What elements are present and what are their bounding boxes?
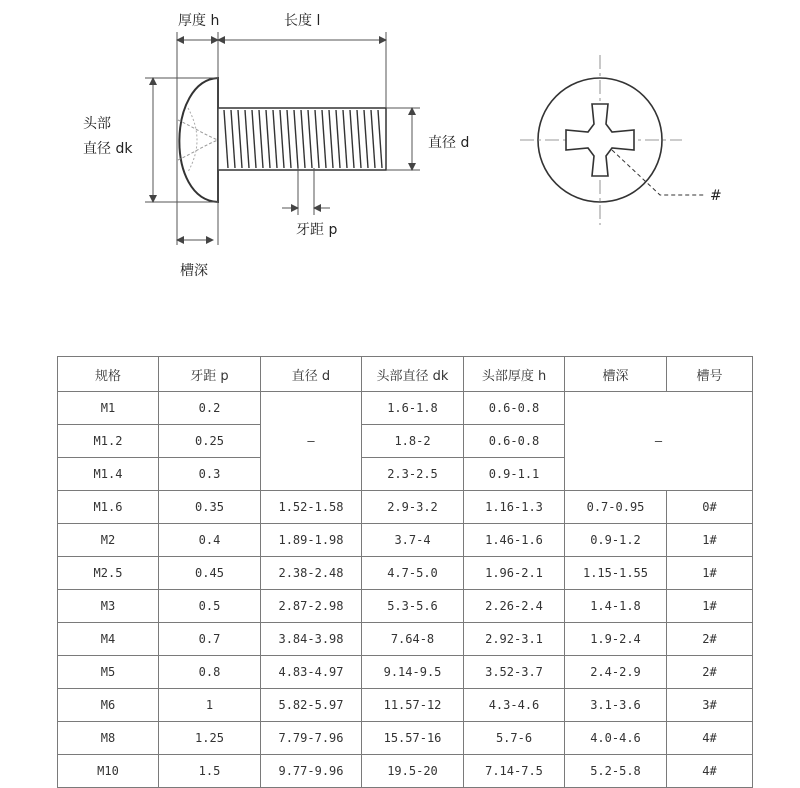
screw-head [179, 78, 218, 202]
cell-pitch: 0.35 [159, 491, 261, 524]
cell-head-thickness: 4.3-4.6 [464, 689, 565, 722]
cell-slot-number: 2# [667, 623, 753, 656]
cell-spec: M8 [58, 722, 159, 755]
cell-slot-depth: 1.15-1.55 [565, 557, 667, 590]
cell-slot-number: 2# [667, 656, 753, 689]
spec-table [57, 356, 753, 788]
cell-head-thickness: 2.92-3.1 [464, 623, 565, 656]
cell-head-diameter: 15.57-16 [362, 722, 464, 755]
cell-spec: M3 [58, 590, 159, 623]
table-row [58, 524, 753, 557]
cell-pitch: 0.3 [159, 458, 261, 491]
cell-head-thickness: 5.7-6 [464, 722, 565, 755]
cell-diameter-dash: – [261, 392, 362, 491]
screw-side-view [178, 78, 386, 202]
label-thickness-h: 厚度 h [178, 13, 220, 29]
header-spec: 规格 [58, 357, 159, 392]
table-row [58, 722, 753, 755]
label-slot-depth: 槽深 [180, 263, 208, 279]
cell-head-diameter: 19.5-20 [362, 755, 464, 788]
table-row [58, 557, 753, 590]
cell-spec: M4 [58, 623, 159, 656]
screw-head-top-view [520, 55, 705, 225]
cell-head-diameter: 11.57-12 [362, 689, 464, 722]
cell-spec: M1 [58, 392, 159, 425]
cell-slot-number: 1# [667, 524, 753, 557]
cell-spec: M2.5 [58, 557, 159, 590]
cell-spec: M6 [58, 689, 159, 722]
cell-head-thickness: 0.6-0.8 [464, 392, 565, 425]
cell-diameter: 7.79-7.96 [261, 722, 362, 755]
cell-head-thickness: 3.52-3.7 [464, 656, 565, 689]
cell-head-thickness: 1.16-1.3 [464, 491, 565, 524]
table-header-row [58, 357, 753, 392]
cell-head-thickness: 0.9-1.1 [464, 458, 565, 491]
cell-diameter: 1.89-1.98 [261, 524, 362, 557]
cell-slot-depth: 2.4-2.9 [565, 656, 667, 689]
screw-diagram [0, 0, 800, 340]
cell-diameter: 3.84-3.98 [261, 623, 362, 656]
label-slot-number: # [710, 188, 722, 204]
label-length-l: 长度 l [284, 13, 321, 29]
cell-pitch: 1.5 [159, 755, 261, 788]
cell-pitch: 0.7 [159, 623, 261, 656]
cell-pitch: 0.2 [159, 392, 261, 425]
cell-slot-number: 4# [667, 722, 753, 755]
cell-slot-depth: 1.4-1.8 [565, 590, 667, 623]
cell-head-diameter: 1.6-1.8 [362, 392, 464, 425]
cell-slot-dash: – [565, 392, 753, 491]
header-slot-number: 槽号 [667, 357, 753, 392]
table-row [58, 623, 753, 656]
cell-slot-depth: 3.1-3.6 [565, 689, 667, 722]
cell-slot-number: 4# [667, 755, 753, 788]
cell-slot-number: 1# [667, 590, 753, 623]
cell-slot-depth: 0.9-1.2 [565, 524, 667, 557]
table-row [58, 755, 753, 788]
cell-slot-number: 1# [667, 557, 753, 590]
cell-diameter: 2.87-2.98 [261, 590, 362, 623]
cell-head-thickness: 1.96-2.1 [464, 557, 565, 590]
table-row [58, 491, 753, 524]
table-row [58, 590, 753, 623]
label-pitch-p: 牙距 p [296, 222, 338, 238]
cell-slot-number: 3# [667, 689, 753, 722]
header-pitch: 牙距 p [159, 357, 261, 392]
label-head-diameter-line2: 直径 dk [83, 141, 133, 157]
cell-head-thickness: 0.6-0.8 [464, 425, 565, 458]
label-head-diameter-line1: 头部 [83, 116, 111, 132]
cell-head-diameter: 3.7-4 [362, 524, 464, 557]
cell-head-diameter: 1.8-2 [362, 425, 464, 458]
screw-thread [218, 108, 386, 170]
cell-spec: M2 [58, 524, 159, 557]
cell-diameter: 5.82-5.97 [261, 689, 362, 722]
cell-head-thickness: 1.46-1.6 [464, 524, 565, 557]
cell-head-diameter: 5.3-5.6 [362, 590, 464, 623]
cell-diameter: 2.38-2.48 [261, 557, 362, 590]
header-head-diameter: 头部直径 dk [362, 357, 464, 392]
phillips-cross [566, 104, 634, 176]
header-head-thickness: 头部厚度 h [464, 357, 565, 392]
cell-head-diameter: 2.9-3.2 [362, 491, 464, 524]
cell-spec: M5 [58, 656, 159, 689]
table-row [58, 656, 753, 689]
cell-slot-depth: 5.2-5.8 [565, 755, 667, 788]
cell-slot-number: 0# [667, 491, 753, 524]
cell-head-diameter: 9.14-9.5 [362, 656, 464, 689]
cell-pitch: 0.5 [159, 590, 261, 623]
label-diameter-d: 直径 d [428, 135, 470, 151]
cell-slot-depth: 1.9-2.4 [565, 623, 667, 656]
cell-spec: M10 [58, 755, 159, 788]
cell-head-diameter: 2.3-2.5 [362, 458, 464, 491]
cell-spec: M1.2 [58, 425, 159, 458]
cell-pitch: 0.4 [159, 524, 261, 557]
cell-diameter: 1.52-1.58 [261, 491, 362, 524]
cell-slot-depth: 4.0-4.6 [565, 722, 667, 755]
cell-pitch: 0.8 [159, 656, 261, 689]
cell-head-diameter: 4.7-5.0 [362, 557, 464, 590]
cell-head-thickness: 2.26-2.4 [464, 590, 565, 623]
cell-head-diameter: 7.64-8 [362, 623, 464, 656]
cell-spec: M1.6 [58, 491, 159, 524]
cell-slot-depth: 0.7-0.95 [565, 491, 667, 524]
header-slot-depth: 槽深 [565, 357, 667, 392]
cell-pitch: 1 [159, 689, 261, 722]
cell-spec: M1.4 [58, 458, 159, 491]
cell-head-thickness: 7.14-7.5 [464, 755, 565, 788]
cell-diameter: 4.83-4.97 [261, 656, 362, 689]
cell-pitch: 0.45 [159, 557, 261, 590]
cell-diameter: 9.77-9.96 [261, 755, 362, 788]
cell-pitch: 0.25 [159, 425, 261, 458]
cell-pitch: 1.25 [159, 722, 261, 755]
header-diameter: 直径 d [261, 357, 362, 392]
table-row [58, 689, 753, 722]
table-row [58, 392, 753, 425]
